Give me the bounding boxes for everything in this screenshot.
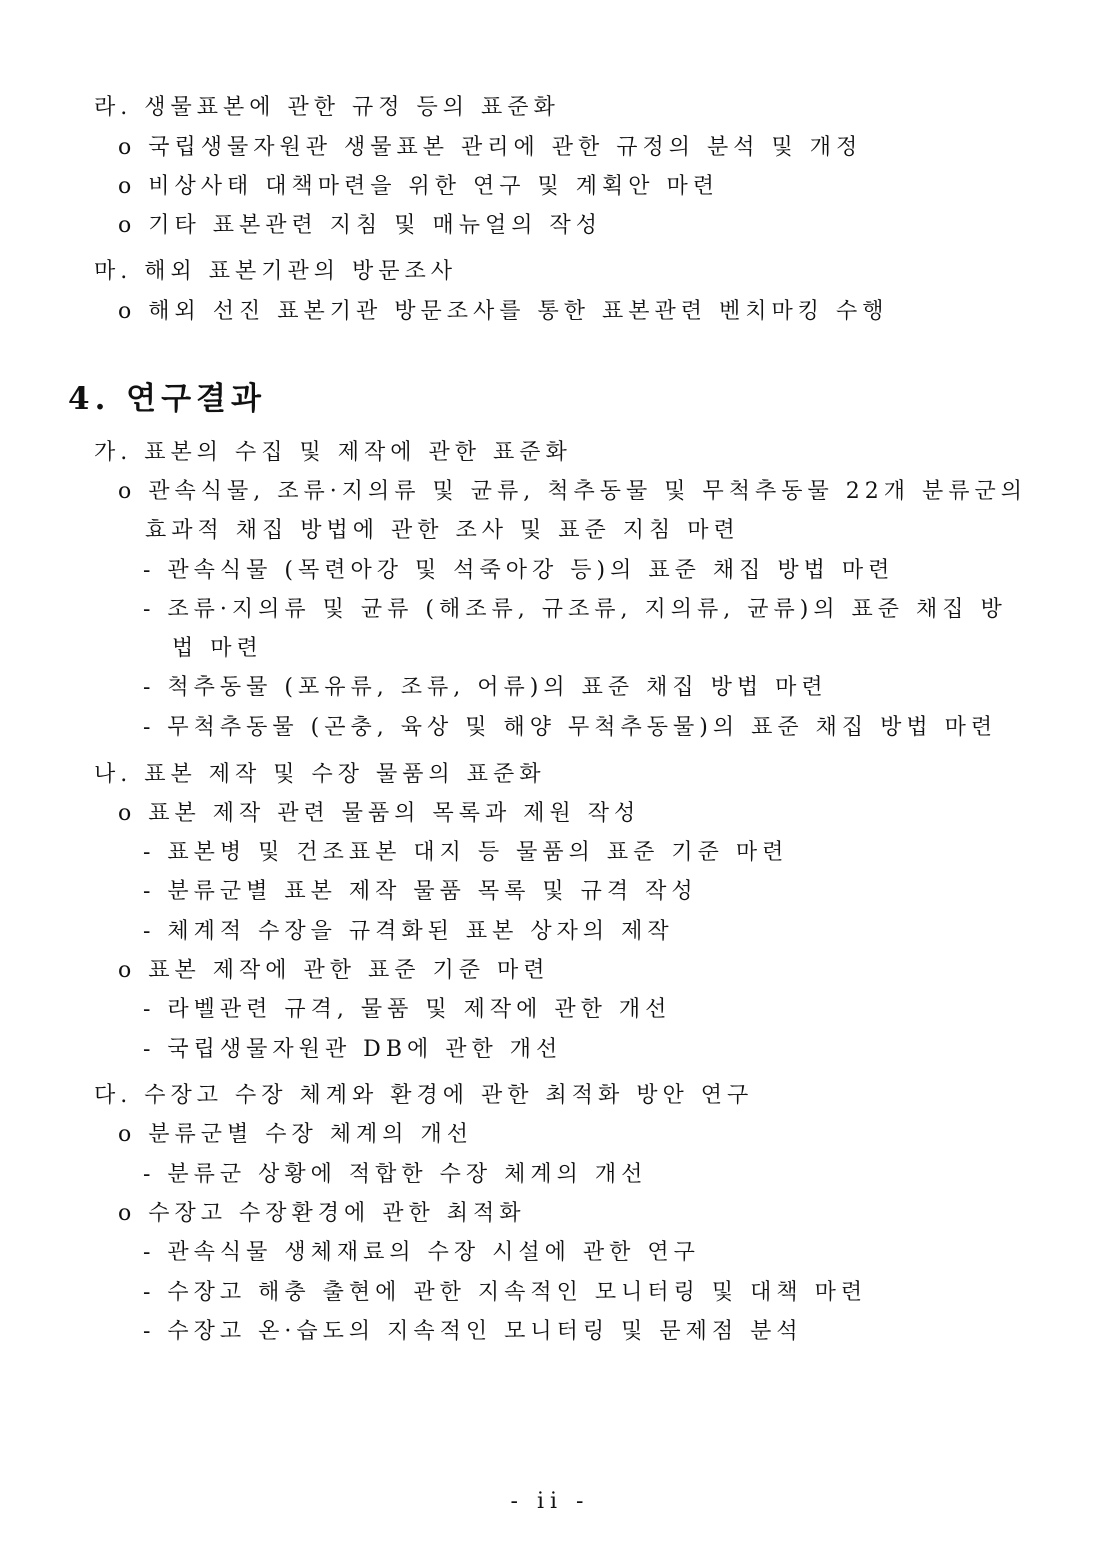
sub-item: - 관속식물 (목련아강 및 석죽아강 등)의 표준 채집 방법 마련 xyxy=(143,558,895,583)
chapter-title: 4. 연구결과 xyxy=(68,381,266,417)
sub-item: - 체계적 수장을 규격화된 표본 상자의 제작 xyxy=(143,919,674,944)
sub-item: - 국립생물자원관 DB에 관한 개선 xyxy=(143,1037,563,1062)
sub-item: - 분류군 상황에 적합한 수장 체계의 개선 xyxy=(143,1162,648,1187)
list-item: o 표본 제작에 관한 표준 기준 마련 xyxy=(118,958,550,983)
section-heading-ra: 라. 생물표본에 관한 규정 등의 표준화 xyxy=(94,95,560,120)
sub-item-continuation: 법 마련 xyxy=(172,636,263,661)
sub-item: - 라벨관련 규격, 물품 및 제작에 관한 개선 xyxy=(143,997,672,1022)
sub-item: - 수장고 온·습도의 지속적인 모니터링 및 문제점 분석 xyxy=(143,1319,803,1344)
sub-item: - 분류군별 표본 제작 물품 목록 및 규격 작성 xyxy=(143,879,698,904)
sub-item: - 척추동물 (포유류, 조류, 어류)의 표준 채집 방법 마련 xyxy=(143,675,828,700)
list-item: o 분류군별 수장 체계의 개선 xyxy=(118,1122,473,1147)
sub-item: - 표본병 및 건조표본 대지 등 물품의 표준 기준 마련 xyxy=(143,840,789,865)
section-heading-da: 다. 수장고 수장 체계와 환경에 관한 최적화 방안 연구 xyxy=(94,1083,754,1108)
page-number: - ii - xyxy=(510,1489,590,1514)
section-heading-ma: 마. 해외 표본기관의 방문조사 xyxy=(94,259,457,284)
section-heading-ga: 가. 표본의 수집 및 제작에 관한 표준화 xyxy=(94,440,572,465)
sub-item: - 조류·지의류 및 균류 (해조류, 규조류, 지의류, 균류)의 표준 채집 방 xyxy=(143,597,1007,622)
list-item: o 기타 표본관련 지침 및 매뉴얼의 작성 xyxy=(118,213,602,238)
list-item-continuation: 효과적 채집 방법에 관한 조사 및 표준 지침 마련 xyxy=(145,518,740,543)
sub-item: - 수장고 해충 출현에 관한 지속적인 모니터링 및 대책 마련 xyxy=(143,1280,868,1305)
list-item: o 수장고 수장환경에 관한 최적화 xyxy=(118,1201,526,1226)
list-item: o 표본 제작 관련 물품의 목록과 제원 작성 xyxy=(118,801,641,826)
sub-item: - 관속식물 생체재료의 수장 시설에 관한 연구 xyxy=(143,1240,700,1265)
list-item: o 관속식물, 조류·지의류 및 균류, 척추동물 및 무척추동물 22개 분류군의 xyxy=(118,479,1027,504)
list-item: o 국립생물자원관 생물표본 관리에 관한 규정의 분석 및 개정 xyxy=(118,135,863,160)
list-item: o 비상사태 대책마련을 위한 연구 및 계획안 마련 xyxy=(118,174,719,199)
list-item: o 해외 선진 표본기관 방문조사를 통한 표본관련 벤치마킹 수행 xyxy=(118,299,889,324)
section-heading-na: 나. 표본 제작 및 수장 물품의 표준화 xyxy=(94,762,546,787)
sub-item: - 무척추동물 (곤충, 육상 및 해양 무척추동물)의 표준 채집 방법 마련 xyxy=(143,715,998,740)
